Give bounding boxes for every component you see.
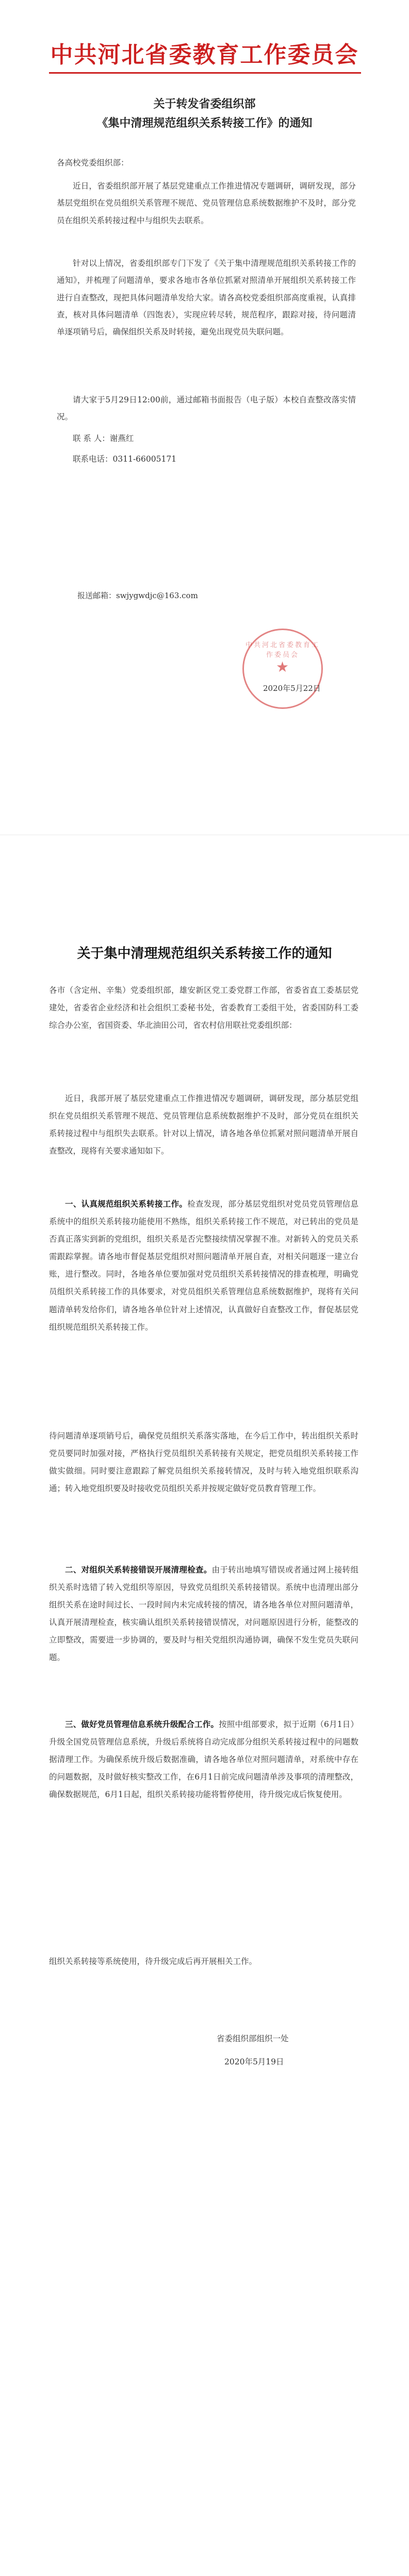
notice-signature: 省委组织部组织一处 [217,2034,289,2043]
letter-date: 2020年5月22日 [263,684,321,693]
notice-item-2 [49,1561,358,1667]
notice-item-2-body: 由于转出地填写错误或者通过网上接转组织关系时选错了转入党组织等原因，导致党员组织关系转接错误。系统中也清理出部分组织关系在途时间过长、一段时间内未完成转接的情况，请各地各单位对照问题清单，认真开展清理检查，核实确认组织关系转接错误情况，对问题原因进行分析，能整改的立即整改，需要进一步协调的，要及时与相关党组织沟通协调，确保不发生党员失联问题。 [49,1565,358,1663]
official-seal [242,629,323,709]
seal-text: 中共河北省委教育工作委员会 [245,641,320,659]
notice-item-1-heading: 一、认真规范组织关系转接工作。 [65,1199,188,1209]
letter-contact-name: 联 系 人：谢燕红 [73,434,134,443]
letter-title-line1: 关于转发省委组织部 [153,97,256,111]
letter-title-line2: 《集中清理规范组织关系转接工作》的通知 [96,116,313,130]
letter-paragraph-2: 针对以上情况，省委组织部专门下发了《关于集中清理规范组织关系转接工作的通知》，并梳理了问题清单，要求各地市各单位抓紧对照清单开展组织关系转接工作进行自查整改，现把具体问题清单发给大家。请各高校党委组织部高度重视，认真排查，核对具体问题清单（四饱表），实现应转尽转，规范程序，跟踪对接，待问题清单逐项销号后，确保组织关系及时转接，避免出现党员失联问题。 [57,259,356,337]
notice-item-3-body: 按照中组部要求，拟于近期（6月1日）升级全国党员管理信息系统，升级后系统将自动完成部分组织关系转接过程中的问题数据清理工作。为确保系统升级后数据准确，请各地各单位对照问题清单，对系统中存在的问题数据，及时做好核实整改工作，在6月1日前完成问题清单涉及事项的清理整改，确保数据规范，6月1日起，组织关系转接功能将暂停使用，待升级完成后恢复使用。 [49,1720,358,1800]
notice-item-3 [49,1716,358,1803]
letter-email: 报送邮箱：swjygwdjc@163.com [77,591,198,600]
notice-item-1 [49,1195,358,1336]
letterhead-org: 中共河北省委教育工作委员会 [50,42,359,68]
notice-item-3-heading: 三、做好党员管理信息系统升级配合工作。 [65,1719,219,1729]
letter-paragraph-3: 请大家于5月29日12:00前，通过邮箱书面报告（电子版）本校自查整改落实情况。 [57,395,356,422]
letterhead-red-rule [49,72,361,74]
letter-paragraph-1: 近日，省委组织部开展了基层党建重点工作推进情况专题调研，调研发现，部分基层党组织在党员组织关系管理不规范、党员管理信息系统数据维护不及时，部分党员在组织关系转接过程中与组织失去联系。 [57,181,356,225]
notice-item-1-continued: 待问题清单逐项销号后，确保党员组织关系落实落地，在今后工作中，转出组织关系时党员要同时加强对接，严格执行党员组织关系转接有关规定，把党员组织关系转接工作做实做细。同时要注意跟踪了解党员组织关系接转情况，及时与转入地党组织联系沟通；转入地党组织要及时接收党员组织关系并按规定做好党员教育管理工作。 [49,1431,358,1494]
notice-title: 关于集中清理规范组织关系转接工作的通知 [77,946,332,961]
notice-paragraph-1: 近日，我部开展了基层党建重点工作推进情况专题调研，调研发现，部分基层党组织在党员组织关系管理不规范、党员管理信息系统数据维护不及时，部分党员在组织关系转接过程中与组织失去联系。针对以上情况，请各地各单位抓紧对照问题清单开展自查整改，现将有关要求通知如下。 [49,1094,358,1156]
letter-contact-phone: 联系电话：0311-66005171 [73,454,177,464]
notice-recipients: 各市（含定州、辛集）党委组织部，雄安新区党工委党群工作部，省委省直工委基层党建处，省委省企业经济和社会组织工委秘书处，省委教育工委组干处，省委国防科工委综合办公室，省国资委、华北油田公司，省农村信用联社党委组织部： [49,986,358,1030]
notice-date: 2020年5月19日 [224,2057,284,2066]
notice-item-2-heading: 二、对组织关系转接错误开展清理检查。 [65,1565,212,1574]
notice-closing: 组织关系转接等系统使用，待升级完成后再开展相关工作。 [49,1957,257,1966]
seal-star-icon: ★ [276,658,289,675]
letter-salutation: 各高校党委组织部： [57,158,129,167]
notice-item-1-body: 检查发现，部分基层党组织对党员党员管理信息系统中的组织关系转接功能使用不熟练，组织关系转接工作不规范，对已转出的党员是否真正落实到新的党组织，组织关系是否完整接续情况掌握不准。对新转入的党员关系需跟踪掌握。请各地市督促基层党组织对照问题清单开展自查，对相关问题逐一建立台账，进行整改。同时，各地各单位要加强对党员组织关系转接情况的排查梳理，明确党员组织关系转接工作的具体要求，对党员组织关系管理信息系统数据维护，现将有关问题清单转发给你们，请各地各单位针对上述情况，认真做好自查整改工作，督促基层党组织规范组织关系转接工作。 [49,1199,358,1332]
